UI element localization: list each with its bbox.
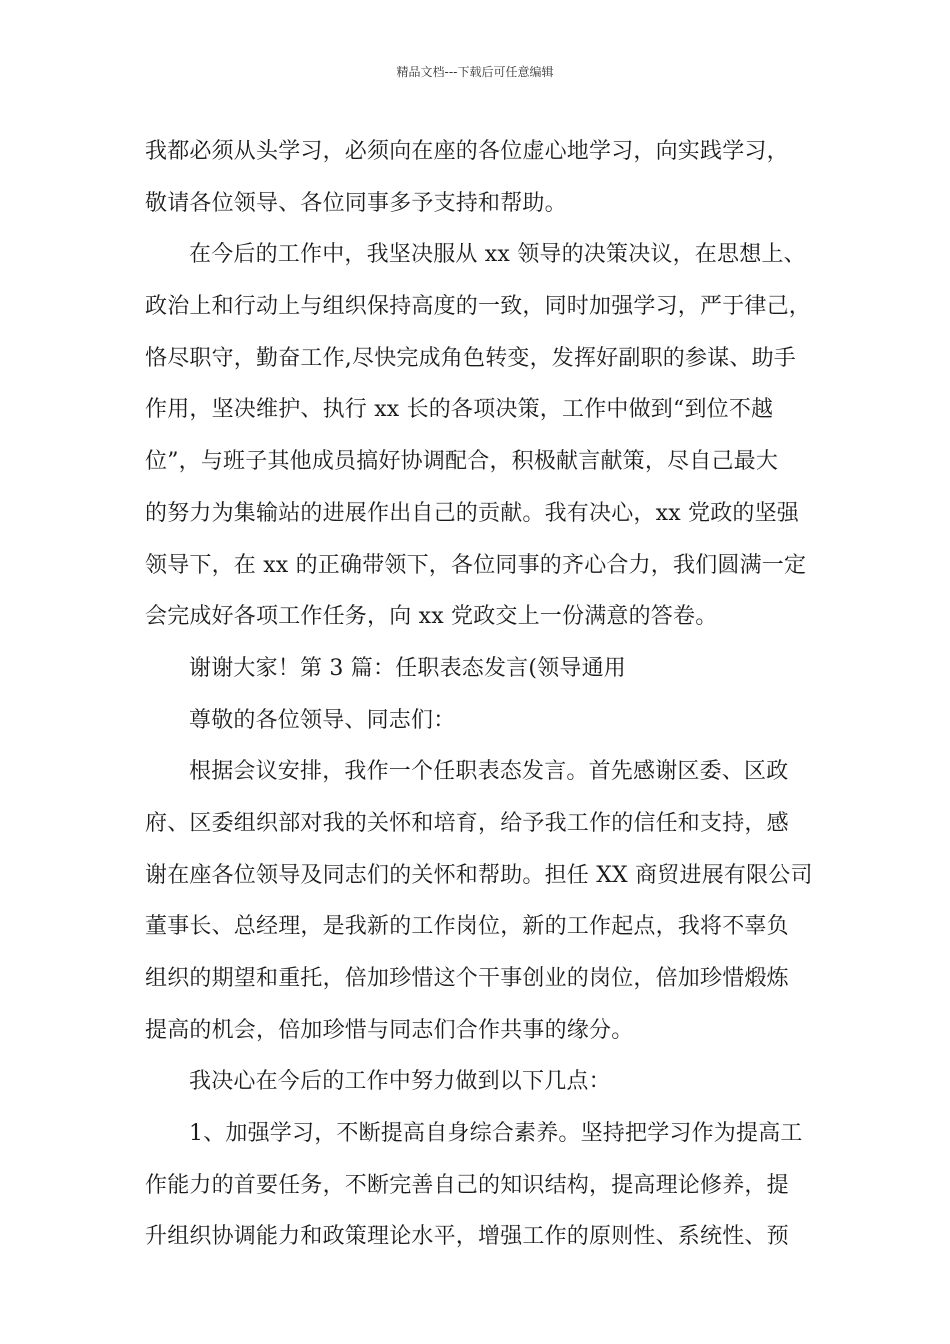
text-line: 我都必须从头学习，必须向在座的各位虚心地学习，向实践学习， — [145, 139, 789, 164]
text-line: 升组织协调能力和政策理论水平，增强工作的原则性、系统性、预 — [145, 1224, 789, 1250]
text-line: 府、区委组织部对我的关怀和培育，给予我工作的信任和支持，感 — [145, 810, 789, 836]
text-line: 会完成好各项工作任务，向 xx 党政交上一份满意的答卷。 — [145, 604, 718, 630]
text-line: 董事长、总经理，是我新的工作岗位，新的工作起点，我将不辜负 — [145, 914, 789, 940]
text-line: 尊敬的各位领导、同志们： — [189, 707, 456, 733]
text-line: 政治上和行动上与组织保持高度的一致，同时加强学习，严于律己， — [145, 294, 812, 320]
document-body — [145, 126, 815, 1263]
text-line: 在今后的工作中，我坚决服从 xx 领导的决策决议，在思想上、 — [189, 242, 806, 268]
text-line: 领导下，在 xx 的正确带领下，各位同事的齐心合力，我们圆满一定 — [145, 552, 807, 578]
text-line: 的努力为集输站的进展作出自己的贡献。我有决心，xx 党政的坚强 — [145, 500, 800, 526]
text-line: 根据会议安排，我作一个任职表态发言。首先感谢区委、区政 — [189, 759, 789, 785]
text-line: 谢谢大家！第 3 篇：任职表态发言(领导通用 — [189, 655, 626, 681]
text-line: 作用，坚决维护、执行 xx 长的各项决策，工作中做到“到位不越 — [145, 397, 774, 423]
text-line: 我决心在今后的工作中努力做到以下几点： — [189, 1069, 611, 1095]
text-line: 1、加强学习，不断提高自身综合素养。坚持把学习作为提高工 — [189, 1121, 803, 1147]
text-line: 恪尽职守，勤奋工作,尽快完成角色转变，发挥好副职的参谋、助手 — [145, 345, 796, 371]
page-header: 精品文档---下载后可任意编辑 — [396, 65, 554, 79]
text-line: 提高的机会，倍加珍惜与同志们合作共事的缘分。 — [145, 1017, 634, 1043]
text-line: 作能力的首要任务，不断完善自己的知识结构，提高理论修养，提 — [145, 1172, 789, 1198]
text-line: 敬请各位领导、各位同事多予支持和帮助。 — [145, 190, 567, 216]
text-line: 组织的期望和重托，倍加珍惜这个干事创业的岗位，倍加珍惜煅炼 — [145, 966, 789, 991]
text-line: 位”，与班子其他成员搞好协调配合，积极献言献策，尽自己最大 — [145, 449, 779, 475]
text-line: 谢在座各位领导及同志们的关怀和帮助。担任 XX 商贸进展有限公司 — [145, 862, 813, 888]
